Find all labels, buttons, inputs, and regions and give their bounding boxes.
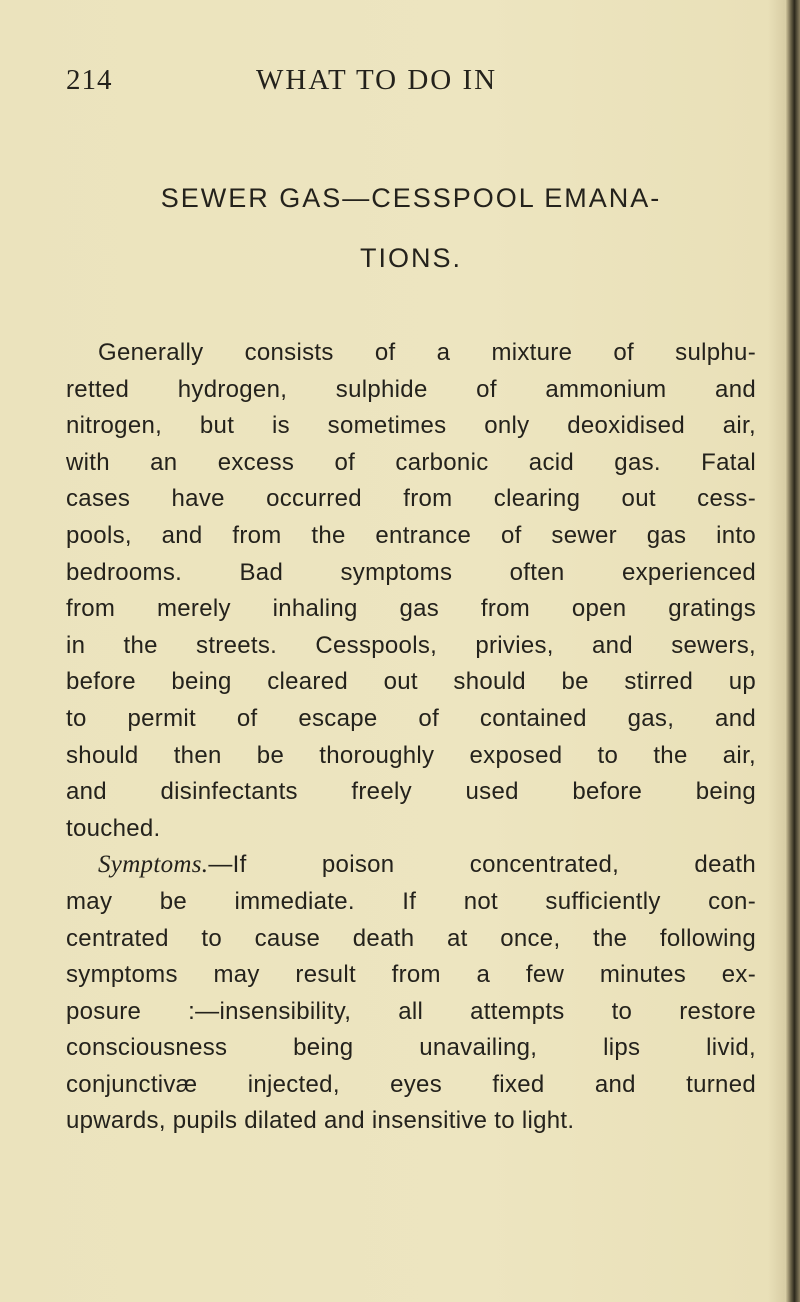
text-line: with an excess of carbonic acid gas. Fatal [66, 448, 756, 476]
text-line: retted hydrogen, sulphide of ammonium and [66, 375, 756, 403]
text-line: pools, and from the entrance of sewer gas into [66, 521, 756, 549]
text-line: from merely inhaling gas from open gratings [66, 595, 756, 623]
text-line: before being cleared out should be stirred up [66, 668, 756, 696]
text-line: posure :—insensibility, all attempts to restore [66, 997, 756, 1025]
body-text [66, 335, 756, 1140]
text-line: Generally consists of a mixture of sulphu- [98, 339, 756, 366]
section-heading [66, 168, 756, 288]
text-line: consciousness being unavailing, lips livid, [66, 1034, 756, 1062]
text-line: conjunctivæ injected, eyes fixed and turned [66, 1070, 756, 1098]
text-line [66, 847, 756, 884]
symptoms-first-line: —If poison concentrated, death [208, 851, 756, 879]
symptoms-label: Symptoms. [98, 851, 209, 879]
text-line: in the streets. Cesspools, privies, and sewers, [66, 631, 756, 659]
text-line: centrated to cause death at once, the following [66, 924, 756, 952]
text-line: nitrogen, but is sometimes only deoxidised air, [66, 412, 756, 440]
page-edge-shadow [786, 0, 800, 1302]
text-line: and disinfectants freely used before being [66, 778, 756, 806]
text-line: cases have occurred from clearing out cess- [66, 485, 756, 513]
text-line: may be immediate. If not sufficiently con- [66, 887, 756, 915]
page-number: 214 [66, 64, 113, 96]
paragraph-composition [66, 335, 756, 847]
text-line: upwards, pupils dilated and insensitive to light. [66, 1107, 575, 1135]
section-heading-line-1: SEWER GAS—CESSPOOL EMANA- [160, 183, 662, 213]
text-line: symptoms may result from a few minutes ex- [66, 961, 756, 989]
text-line: to permit of escape of contained gas, and [66, 704, 756, 732]
paragraph-symptoms [66, 847, 756, 1140]
running-head [66, 64, 756, 104]
text-line: bedrooms. Bad symptoms often experienced [66, 558, 756, 586]
text-line: should then be thoroughly exposed to the air, [66, 741, 756, 769]
section-heading-line-2: TIONS. [359, 243, 462, 273]
running-title: WHAT TO DO IN [256, 64, 498, 96]
text-line: touched. [66, 814, 161, 842]
